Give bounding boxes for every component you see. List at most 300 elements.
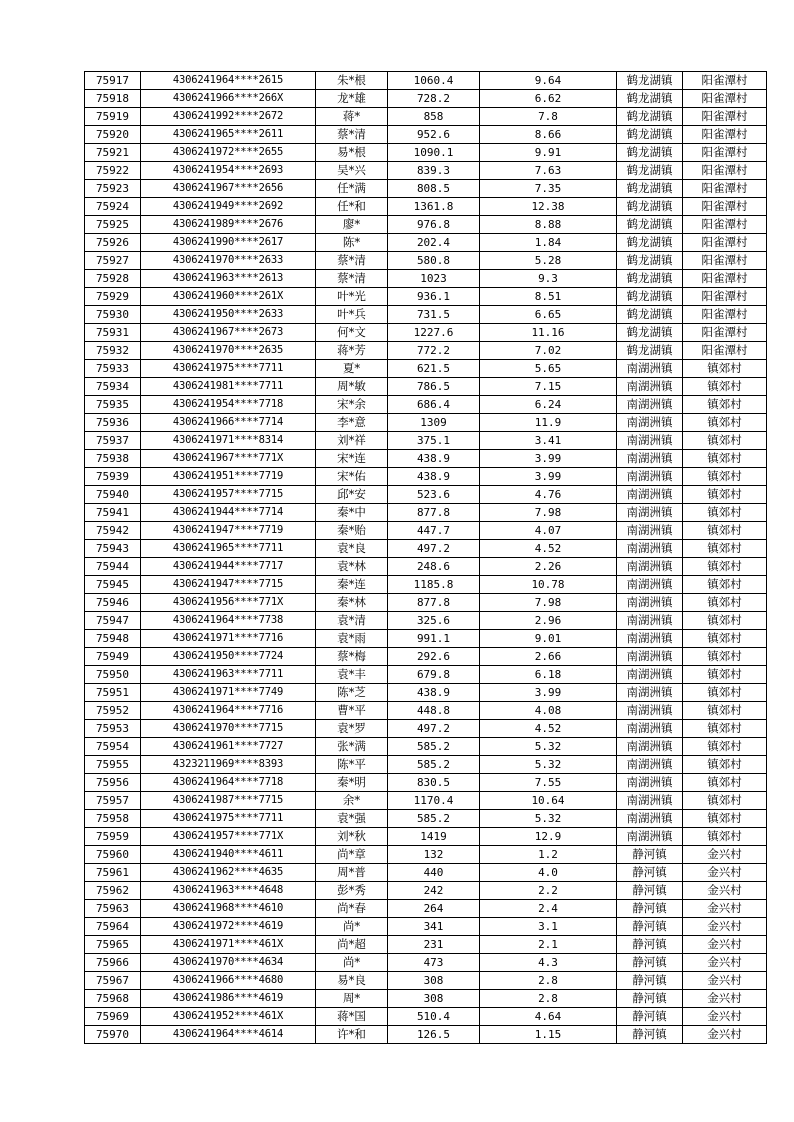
village-cell: 镇郊村 — [683, 684, 767, 702]
name-cell: 曹*平 — [316, 702, 388, 720]
id-card-cell: 4323211969****8393 — [141, 756, 316, 774]
id-card-cell: 4306241956****771X — [141, 594, 316, 612]
name-cell: 朱*根 — [316, 72, 388, 90]
id-card-cell: 4306241970****2633 — [141, 252, 316, 270]
serial-number-cell: 75930 — [85, 306, 141, 324]
id-card-cell: 4306241971****7749 — [141, 684, 316, 702]
name-cell: 廖* — [316, 216, 388, 234]
village-cell: 镇郊村 — [683, 594, 767, 612]
town-cell: 鹤龙湖镇 — [617, 324, 683, 342]
table-row — [85, 522, 767, 540]
village-cell: 镇郊村 — [683, 828, 767, 846]
serial-number-cell: 75943 — [85, 540, 141, 558]
serial-number-cell: 75938 — [85, 450, 141, 468]
serial-number-cell: 75968 — [85, 990, 141, 1008]
serial-number-cell: 75928 — [85, 270, 141, 288]
amount-cell: 6.24 — [480, 396, 617, 414]
table-row — [85, 558, 767, 576]
town-cell: 鹤龙湖镇 — [617, 198, 683, 216]
id-card-cell: 4306241965****7711 — [141, 540, 316, 558]
area-cell: 248.6 — [388, 558, 480, 576]
area-cell: 132 — [388, 846, 480, 864]
id-card-cell: 4306241954****7718 — [141, 396, 316, 414]
amount-cell: 7.55 — [480, 774, 617, 792]
village-cell: 金兴村 — [683, 882, 767, 900]
name-cell: 刘*秋 — [316, 828, 388, 846]
town-cell: 南湖洲镇 — [617, 450, 683, 468]
village-cell: 金兴村 — [683, 846, 767, 864]
amount-cell: 8.66 — [480, 126, 617, 144]
table-row — [85, 342, 767, 360]
id-card-cell: 4306241975****7711 — [141, 360, 316, 378]
serial-number-cell: 75947 — [85, 612, 141, 630]
serial-number-cell: 75966 — [85, 954, 141, 972]
area-cell: 510.4 — [388, 1008, 480, 1026]
name-cell: 吴*兴 — [316, 162, 388, 180]
area-cell: 585.2 — [388, 756, 480, 774]
id-card-cell: 4306241970****7715 — [141, 720, 316, 738]
area-cell: 497.2 — [388, 540, 480, 558]
table-row — [85, 810, 767, 828]
id-card-cell: 4306241975****7711 — [141, 810, 316, 828]
table-row — [85, 612, 767, 630]
table-row — [85, 972, 767, 990]
table-row — [85, 360, 767, 378]
town-cell: 鹤龙湖镇 — [617, 288, 683, 306]
id-card-cell: 4306241950****2633 — [141, 306, 316, 324]
id-card-cell: 4306241964****2615 — [141, 72, 316, 90]
serial-number-cell: 75970 — [85, 1026, 141, 1044]
id-card-cell: 4306241990****2617 — [141, 234, 316, 252]
serial-number-cell: 75958 — [85, 810, 141, 828]
area-cell: 325.6 — [388, 612, 480, 630]
table-row — [85, 162, 767, 180]
area-cell: 858 — [388, 108, 480, 126]
area-cell: 952.6 — [388, 126, 480, 144]
amount-cell: 2.66 — [480, 648, 617, 666]
town-cell: 鹤龙湖镇 — [617, 306, 683, 324]
table-row — [85, 1026, 767, 1044]
name-cell: 袁*清 — [316, 612, 388, 630]
serial-number-cell: 75921 — [85, 144, 141, 162]
amount-cell: 1.2 — [480, 846, 617, 864]
table-row — [85, 450, 767, 468]
id-card-cell: 4306241966****7714 — [141, 414, 316, 432]
town-cell: 静河镇 — [617, 954, 683, 972]
serial-number-cell: 75934 — [85, 378, 141, 396]
village-cell: 阳雀潭村 — [683, 72, 767, 90]
amount-cell: 4.64 — [480, 1008, 617, 1026]
serial-number-cell: 75937 — [85, 432, 141, 450]
area-cell: 1185.8 — [388, 576, 480, 594]
id-card-cell: 4306241950****7724 — [141, 648, 316, 666]
area-cell: 877.8 — [388, 504, 480, 522]
serial-number-cell: 75942 — [85, 522, 141, 540]
area-cell: 497.2 — [388, 720, 480, 738]
amount-cell: 7.15 — [480, 378, 617, 396]
name-cell: 彭*秀 — [316, 882, 388, 900]
id-card-cell: 4306241957****771X — [141, 828, 316, 846]
serial-number-cell: 75941 — [85, 504, 141, 522]
amount-cell: 3.99 — [480, 684, 617, 702]
name-cell: 陈* — [316, 234, 388, 252]
id-card-cell: 4306241971****8314 — [141, 432, 316, 450]
village-cell: 镇郊村 — [683, 792, 767, 810]
area-cell: 375.1 — [388, 432, 480, 450]
area-cell: 1227.6 — [388, 324, 480, 342]
village-cell: 镇郊村 — [683, 414, 767, 432]
village-cell: 金兴村 — [683, 936, 767, 954]
table-row — [85, 90, 767, 108]
village-cell: 镇郊村 — [683, 504, 767, 522]
area-cell: 679.8 — [388, 666, 480, 684]
id-card-cell: 4306241972****4619 — [141, 918, 316, 936]
name-cell: 袁*罗 — [316, 720, 388, 738]
id-card-cell: 4306241970****2635 — [141, 342, 316, 360]
name-cell: 尚*超 — [316, 936, 388, 954]
id-card-cell: 4306241966****4680 — [141, 972, 316, 990]
village-cell: 镇郊村 — [683, 630, 767, 648]
name-cell: 宋*连 — [316, 450, 388, 468]
town-cell: 南湖洲镇 — [617, 540, 683, 558]
village-cell: 金兴村 — [683, 900, 767, 918]
table-row — [85, 594, 767, 612]
village-cell: 镇郊村 — [683, 774, 767, 792]
name-cell: 尚* — [316, 954, 388, 972]
amount-cell: 2.4 — [480, 900, 617, 918]
name-cell: 张*满 — [316, 738, 388, 756]
area-cell: 1023 — [388, 270, 480, 288]
town-cell: 南湖洲镇 — [617, 558, 683, 576]
amount-cell: 2.8 — [480, 990, 617, 1008]
subsidy-register-sheet — [84, 71, 748, 1044]
table-row — [85, 234, 767, 252]
serial-number-cell: 75967 — [85, 972, 141, 990]
town-cell: 静河镇 — [617, 846, 683, 864]
name-cell: 尚*春 — [316, 900, 388, 918]
id-card-cell: 4306241962****4635 — [141, 864, 316, 882]
amount-cell: 3.1 — [480, 918, 617, 936]
id-card-cell: 4306241968****4610 — [141, 900, 316, 918]
table-row — [85, 846, 767, 864]
town-cell: 南湖洲镇 — [617, 630, 683, 648]
area-cell: 585.2 — [388, 738, 480, 756]
table-row — [85, 414, 767, 432]
area-cell: 308 — [388, 990, 480, 1008]
table-row — [85, 108, 767, 126]
name-cell: 蔡*梅 — [316, 648, 388, 666]
village-cell: 金兴村 — [683, 990, 767, 1008]
amount-cell: 2.8 — [480, 972, 617, 990]
village-cell: 阳雀潭村 — [683, 252, 767, 270]
village-cell: 镇郊村 — [683, 450, 767, 468]
village-cell: 金兴村 — [683, 972, 767, 990]
table-row — [85, 576, 767, 594]
table-row — [85, 72, 767, 90]
name-cell: 秦*连 — [316, 576, 388, 594]
village-cell: 阳雀潭村 — [683, 180, 767, 198]
serial-number-cell: 75944 — [85, 558, 141, 576]
id-card-cell: 4306241981****7711 — [141, 378, 316, 396]
id-card-cell: 4306241967****771X — [141, 450, 316, 468]
amount-cell: 9.01 — [480, 630, 617, 648]
amount-cell: 7.63 — [480, 162, 617, 180]
table-row — [85, 792, 767, 810]
serial-number-cell: 75963 — [85, 900, 141, 918]
serial-number-cell: 75929 — [85, 288, 141, 306]
serial-number-cell: 75922 — [85, 162, 141, 180]
name-cell: 龙*雄 — [316, 90, 388, 108]
serial-number-cell: 75964 — [85, 918, 141, 936]
id-card-cell: 4306241964****7718 — [141, 774, 316, 792]
town-cell: 南湖洲镇 — [617, 594, 683, 612]
table-row — [85, 936, 767, 954]
amount-cell: 7.8 — [480, 108, 617, 126]
name-cell: 袁*良 — [316, 540, 388, 558]
village-cell: 镇郊村 — [683, 810, 767, 828]
village-cell: 镇郊村 — [683, 720, 767, 738]
name-cell: 蔡*清 — [316, 270, 388, 288]
serial-number-cell: 75954 — [85, 738, 141, 756]
serial-number-cell: 75933 — [85, 360, 141, 378]
town-cell: 南湖洲镇 — [617, 576, 683, 594]
amount-cell: 2.96 — [480, 612, 617, 630]
table-row — [85, 756, 767, 774]
amount-cell: 6.62 — [480, 90, 617, 108]
serial-number-cell: 75948 — [85, 630, 141, 648]
amount-cell: 6.65 — [480, 306, 617, 324]
village-cell: 金兴村 — [683, 918, 767, 936]
area-cell: 292.6 — [388, 648, 480, 666]
name-cell: 李*意 — [316, 414, 388, 432]
town-cell: 鹤龙湖镇 — [617, 342, 683, 360]
id-card-cell: 4306241964****4614 — [141, 1026, 316, 1044]
village-cell: 镇郊村 — [683, 432, 767, 450]
name-cell: 刘*祥 — [316, 432, 388, 450]
table-row — [85, 882, 767, 900]
id-card-cell: 4306241992****2672 — [141, 108, 316, 126]
amount-cell: 4.52 — [480, 540, 617, 558]
village-cell: 阳雀潭村 — [683, 144, 767, 162]
village-cell: 镇郊村 — [683, 378, 767, 396]
table-row — [85, 540, 767, 558]
name-cell: 周*敏 — [316, 378, 388, 396]
name-cell: 袁*雨 — [316, 630, 388, 648]
id-card-cell: 4306241967****2656 — [141, 180, 316, 198]
table-row — [85, 648, 767, 666]
name-cell: 蒋*国 — [316, 1008, 388, 1026]
id-card-cell: 4306241987****7715 — [141, 792, 316, 810]
area-cell: 580.8 — [388, 252, 480, 270]
table-row — [85, 666, 767, 684]
town-cell: 静河镇 — [617, 972, 683, 990]
amount-cell: 4.07 — [480, 522, 617, 540]
amount-cell: 6.18 — [480, 666, 617, 684]
id-card-cell: 4306241949****2692 — [141, 198, 316, 216]
id-card-cell: 4306241944****7714 — [141, 504, 316, 522]
name-cell: 蒋* — [316, 108, 388, 126]
amount-cell: 4.3 — [480, 954, 617, 972]
name-cell: 陈*平 — [316, 756, 388, 774]
amount-cell: 2.2 — [480, 882, 617, 900]
table-row — [85, 918, 767, 936]
town-cell: 南湖洲镇 — [617, 684, 683, 702]
table-row — [85, 720, 767, 738]
town-cell: 南湖洲镇 — [617, 792, 683, 810]
table-row — [85, 378, 767, 396]
amount-cell: 2.1 — [480, 936, 617, 954]
town-cell: 鹤龙湖镇 — [617, 162, 683, 180]
village-cell: 镇郊村 — [683, 468, 767, 486]
town-cell: 南湖洲镇 — [617, 738, 683, 756]
serial-number-cell: 75919 — [85, 108, 141, 126]
id-card-cell: 4306241940****4611 — [141, 846, 316, 864]
serial-number-cell: 75946 — [85, 594, 141, 612]
serial-number-cell: 75935 — [85, 396, 141, 414]
id-card-cell: 4306241965****2611 — [141, 126, 316, 144]
area-cell: 231 — [388, 936, 480, 954]
town-cell: 鹤龙湖镇 — [617, 180, 683, 198]
area-cell: 786.5 — [388, 378, 480, 396]
table-body — [85, 72, 767, 1044]
id-card-cell: 4306241947****7719 — [141, 522, 316, 540]
name-cell: 秦*中 — [316, 504, 388, 522]
amount-cell: 12.38 — [480, 198, 617, 216]
village-cell: 阳雀潭村 — [683, 90, 767, 108]
village-cell: 镇郊村 — [683, 396, 767, 414]
id-card-cell: 4306241944****7717 — [141, 558, 316, 576]
town-cell: 鹤龙湖镇 — [617, 270, 683, 288]
amount-cell: 5.32 — [480, 738, 617, 756]
serial-number-cell: 75952 — [85, 702, 141, 720]
name-cell: 秦*明 — [316, 774, 388, 792]
area-cell: 991.1 — [388, 630, 480, 648]
amount-cell: 7.98 — [480, 594, 617, 612]
amount-cell: 2.26 — [480, 558, 617, 576]
amount-cell: 8.88 — [480, 216, 617, 234]
amount-cell: 4.0 — [480, 864, 617, 882]
area-cell: 1170.4 — [388, 792, 480, 810]
area-cell: 585.2 — [388, 810, 480, 828]
id-card-cell: 4306241986****4619 — [141, 990, 316, 1008]
village-cell: 镇郊村 — [683, 558, 767, 576]
town-cell: 南湖洲镇 — [617, 432, 683, 450]
town-cell: 南湖洲镇 — [617, 702, 683, 720]
town-cell: 静河镇 — [617, 1008, 683, 1026]
name-cell: 叶*光 — [316, 288, 388, 306]
table-row — [85, 774, 767, 792]
serial-number-cell: 75923 — [85, 180, 141, 198]
serial-number-cell: 75951 — [85, 684, 141, 702]
area-cell: 1361.8 — [388, 198, 480, 216]
table-row — [85, 1008, 767, 1026]
serial-number-cell: 75920 — [85, 126, 141, 144]
amount-cell: 3.41 — [480, 432, 617, 450]
town-cell: 南湖洲镇 — [617, 522, 683, 540]
town-cell: 南湖洲镇 — [617, 378, 683, 396]
area-cell: 1090.1 — [388, 144, 480, 162]
name-cell: 任*满 — [316, 180, 388, 198]
serial-number-cell: 75924 — [85, 198, 141, 216]
name-cell: 许*和 — [316, 1026, 388, 1044]
area-cell: 936.1 — [388, 288, 480, 306]
amount-cell: 4.08 — [480, 702, 617, 720]
village-cell: 镇郊村 — [683, 702, 767, 720]
serial-number-cell: 75956 — [85, 774, 141, 792]
id-card-cell: 4306241951****7719 — [141, 468, 316, 486]
name-cell: 蔡*清 — [316, 252, 388, 270]
serial-number-cell: 75953 — [85, 720, 141, 738]
id-card-cell: 4306241989****2676 — [141, 216, 316, 234]
area-cell: 772.2 — [388, 342, 480, 360]
area-cell: 440 — [388, 864, 480, 882]
serial-number-cell: 75939 — [85, 468, 141, 486]
amount-cell: 3.99 — [480, 468, 617, 486]
name-cell: 何*文 — [316, 324, 388, 342]
town-cell: 静河镇 — [617, 1026, 683, 1044]
serial-number-cell: 75927 — [85, 252, 141, 270]
name-cell: 任*和 — [316, 198, 388, 216]
town-cell: 南湖洲镇 — [617, 756, 683, 774]
amount-cell: 1.15 — [480, 1026, 617, 1044]
area-cell: 447.7 — [388, 522, 480, 540]
id-card-cell: 4306241963****2613 — [141, 270, 316, 288]
serial-number-cell: 75940 — [85, 486, 141, 504]
town-cell: 南湖洲镇 — [617, 720, 683, 738]
town-cell: 鹤龙湖镇 — [617, 126, 683, 144]
village-cell: 镇郊村 — [683, 666, 767, 684]
name-cell: 袁*林 — [316, 558, 388, 576]
serial-number-cell: 75965 — [85, 936, 141, 954]
name-cell: 易*良 — [316, 972, 388, 990]
area-cell: 202.4 — [388, 234, 480, 252]
amount-cell: 9.91 — [480, 144, 617, 162]
name-cell: 宋*佑 — [316, 468, 388, 486]
town-cell: 南湖洲镇 — [617, 666, 683, 684]
id-card-cell: 4306241971****7716 — [141, 630, 316, 648]
amount-cell: 11.16 — [480, 324, 617, 342]
name-cell: 易*根 — [316, 144, 388, 162]
id-card-cell: 4306241964****7716 — [141, 702, 316, 720]
amount-cell: 12.9 — [480, 828, 617, 846]
area-cell: 308 — [388, 972, 480, 990]
name-cell: 尚*章 — [316, 846, 388, 864]
name-cell: 陈*芝 — [316, 684, 388, 702]
area-cell: 1309 — [388, 414, 480, 432]
name-cell: 尚* — [316, 918, 388, 936]
area-cell: 264 — [388, 900, 480, 918]
id-card-cell: 4306241971****461X — [141, 936, 316, 954]
table-row — [85, 216, 767, 234]
amount-cell: 5.65 — [480, 360, 617, 378]
serial-number-cell: 75932 — [85, 342, 141, 360]
id-card-cell: 4306241961****7727 — [141, 738, 316, 756]
area-cell: 830.5 — [388, 774, 480, 792]
amount-cell: 11.9 — [480, 414, 617, 432]
amount-cell: 7.98 — [480, 504, 617, 522]
area-cell: 242 — [388, 882, 480, 900]
serial-number-cell: 75962 — [85, 882, 141, 900]
area-cell: 621.5 — [388, 360, 480, 378]
table-row — [85, 324, 767, 342]
id-card-cell: 4306241963****7711 — [141, 666, 316, 684]
id-card-cell: 4306241967****2673 — [141, 324, 316, 342]
town-cell: 南湖洲镇 — [617, 774, 683, 792]
village-cell: 阳雀潭村 — [683, 306, 767, 324]
area-cell: 1419 — [388, 828, 480, 846]
serial-number-cell: 75961 — [85, 864, 141, 882]
table-row — [85, 684, 767, 702]
